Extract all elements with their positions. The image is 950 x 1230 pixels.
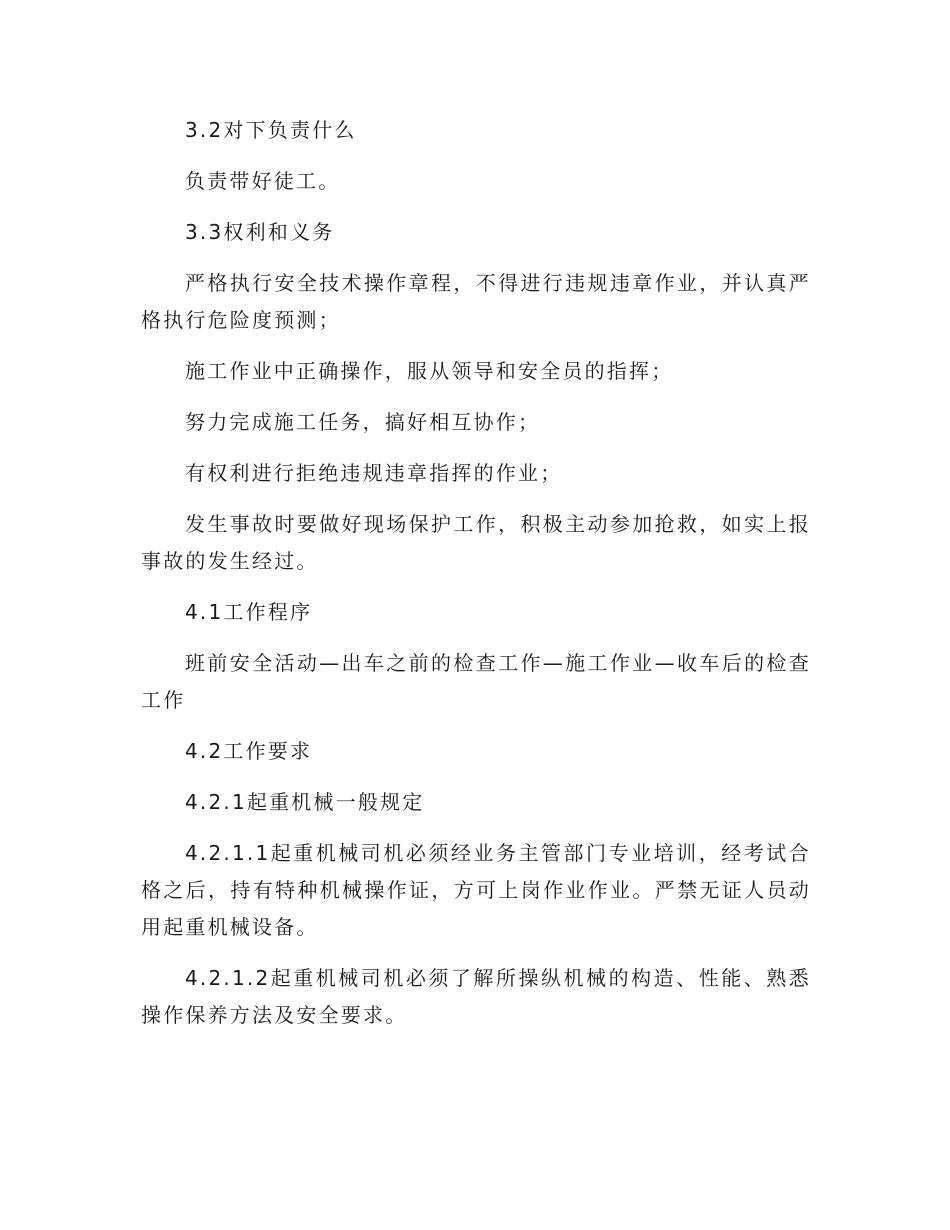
paragraph: 4.2.1.1起重机械司机必须经业务主管部门专业培训，经考试合格之后，持有特种机械操作证，方可上岗作业作业。严禁无证人员动用起重机械设备。 [141,841,811,939]
section-heading-3-3: 3.3权利和义务 [185,220,335,244]
paragraph: 严格执行安全技术操作章程，不得进行违规违章作业，并认真严格执行危险度预测； [141,271,811,332]
paragraph: 努力完成施工任务，搞好相互协作； [185,410,541,434]
paragraph: 施工作业中正确操作，服从领导和安全员的指挥； [185,359,674,383]
section-heading-4-1: 4.1工作程序 [185,600,313,624]
section-heading-4-2-1: 4.2.1起重机械一般规定 [185,790,425,814]
section-heading-4-2: 4.2工作要求 [185,739,313,763]
paragraph: 负责带好徒工。 [185,169,341,193]
paragraph: 4.2.1.2起重机械司机必须了解所操纵机械的构造、性能、熟悉操作保养方法及安全要求。 [141,966,811,1027]
paragraph: 班前安全活动—出车之前的检查工作—施工作业—收车后的检查工作 [141,651,811,712]
paragraph: 发生事故时要做好现场保护工作，积极主动参加抢救，如实上报事故的发生经过。 [141,512,811,573]
section-heading-3-2: 3.2对下负责什么 [185,118,357,142]
paragraph: 有权利进行拒绝违规违章指挥的作业； [185,461,563,485]
document-body [141,112,811,1034]
